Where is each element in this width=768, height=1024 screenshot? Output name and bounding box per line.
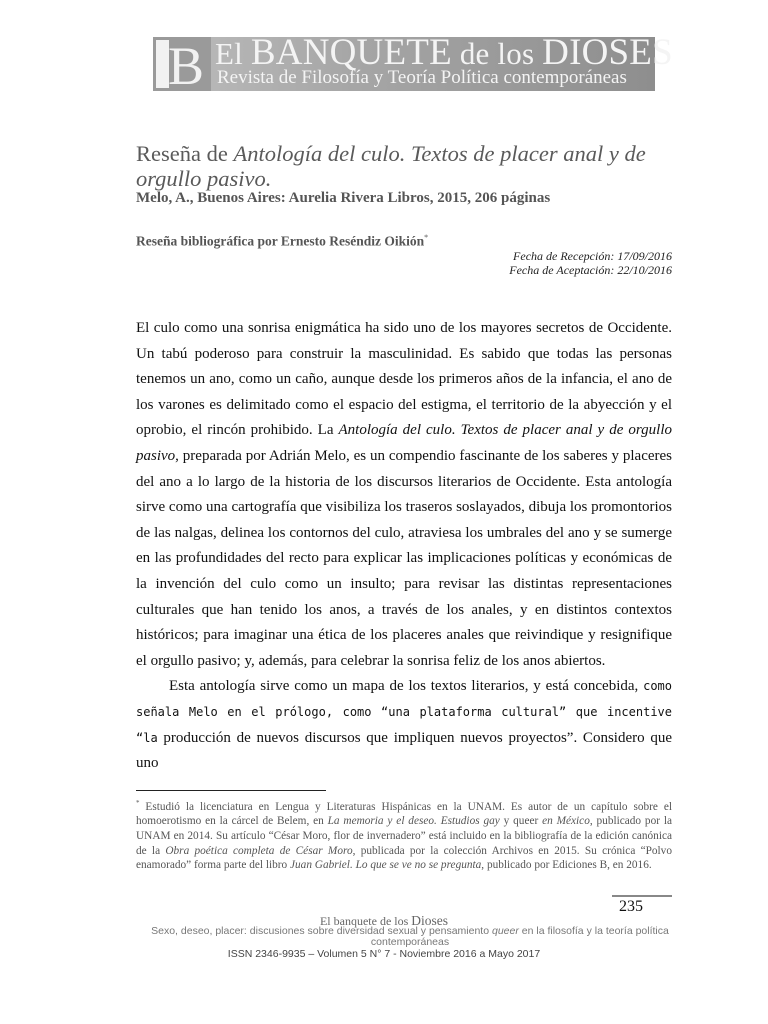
footnote-divider bbox=[136, 790, 326, 791]
footer-issue-theme: Sexo, deseo, placer: discusiones sobre diversidad sexual y pensamiento queer en la filosofía y la teoría política contemporáneas bbox=[151, 925, 669, 948]
article-body bbox=[136, 316, 672, 777]
masthead-subtitle: Revista de Filosofía y Teoría Política contemporáneas bbox=[217, 67, 627, 88]
journal-masthead bbox=[153, 32, 673, 96]
book-reference: Melo, A., Buenos Aires: Aurelia Rivera Libros, 2015, 206 páginas bbox=[136, 190, 551, 206]
journal-logo-icon bbox=[153, 36, 211, 96]
page-number: 235 bbox=[619, 898, 643, 915]
paragraph-2: Esta antología sirve como un mapa de los textos literarios, y está concebida, como señala Melo en el prólogo, como “una plataforma cultural” que incentive “la producción de nuevos discursos que impliquen nuevos proyectos”. Considero que uno bbox=[136, 678, 672, 772]
paragraph-1: El culo como una sonrisa enigmática ha sido uno de los mayores secretos de Occidente. Un tabú poderoso para construir la masculinidad. Es sabido que todas las personas tenemos un ano, como un caño, aunque desde los primeros años de la infancia, el ano de los varones es delimitado como el espacio del estigma, el territorio de la abyección y el oprobio, el rincón prohibido. La Antología del culo. Textos de placer anal y de orgullo pasivo, preparada por Adrián Melo, es un compendio fascinante de los saberes y placeres del ano a lo largo de la historia de los discursos literarios de Occidente. Esta antología sirve como una cartografía que visibiliza los traseros soslayados, dibuja los promontorios de las nalgas, delinea los contornos del culo, atraviesa los umbrales del ano y se sumerge en las profundidades del recto para explicar las implicaciones políticas y económicas de la invención del culo como un insulto; para revisar las distintas representaciones culturales que han tenido los anos, a través de los anales, y en distintos contextos históricos; para imaginar una ética de los placeres anales que reivindique y resignifique el orgullo pasivo; y, además, para celebrar la sonrisa feliz de los anos abiertos. bbox=[136, 320, 672, 669]
page-number-rule bbox=[612, 895, 672, 897]
article-dates bbox=[509, 249, 672, 277]
svg-text:B: B bbox=[168, 36, 205, 96]
acceptance-date: Fecha de Aceptación: 22/10/2016 bbox=[509, 263, 672, 277]
reception-date: Fecha de Recepción: 17/09/2016 bbox=[513, 249, 672, 263]
footer-issn: ISSN 2346-9935 – Volumen 5 N° 7 - Noviembre 2016 a Mayo 2017 bbox=[227, 948, 541, 960]
masthead-title: El BANQUETE de los DIOSES bbox=[215, 32, 673, 73]
footer-journal-name: El banquete de los Dioses bbox=[319, 913, 449, 928]
footnote: * Estudió la licenciatura en Lengua y Literaturas Hispánicas en la UNAM. Es autor de un capítulo sobre el homoerotismo en la cárcel de Belem, en La memoria y el deseo. Estudios gay y queer en México, publicado por la UNAM en 2014. Su artículo “César Moro, flor de invernadero” está incluido en la bibliografía de la edición canónica de la Obra poética completa de César Moro, publicada por la colección Archivos en 2015. Su crónica “Polvo enamorado” forma parte del libro Juan Gabriel. Lo que se ve no se pregunta, publicado por Ediciones B, en 2016. bbox=[136, 799, 672, 872]
review-author: Reseña bibliográfica por Ernesto Reséndiz Oikión* bbox=[136, 233, 429, 249]
article-title: Reseña de Antología del culo. Textos de placer anal y de orgullo pasivo. bbox=[136, 141, 646, 191]
